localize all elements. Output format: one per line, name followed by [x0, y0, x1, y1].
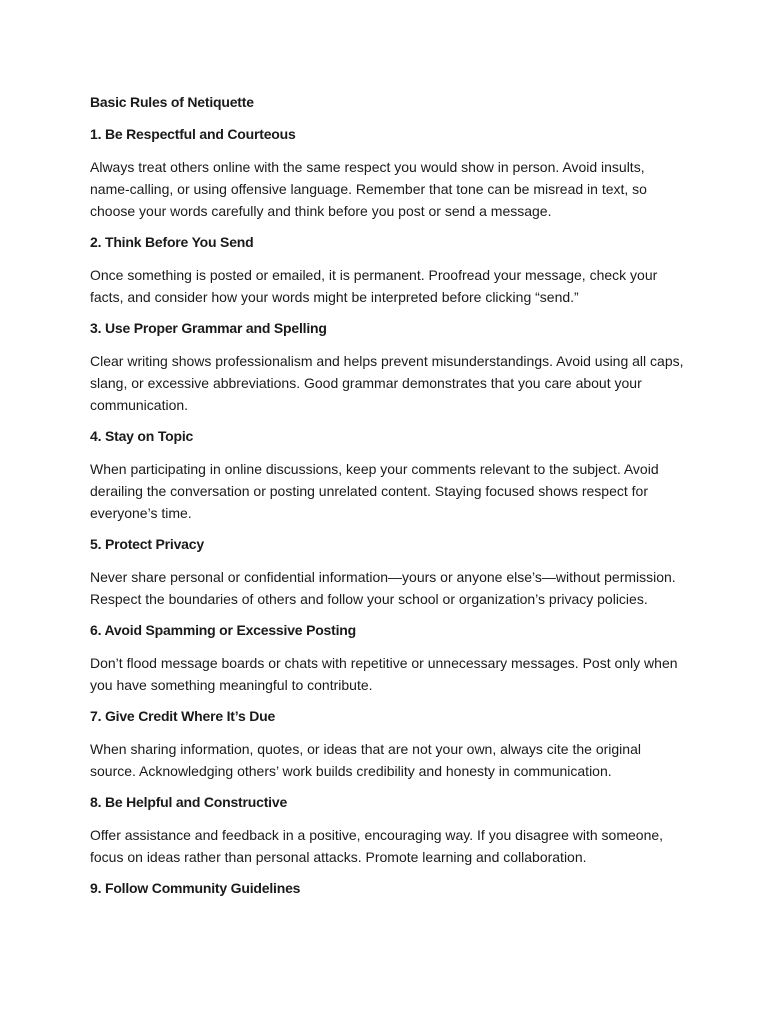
rule-body [90, 458, 690, 524]
rule-body-line: Once something is posted or emailed, it is permanent. Proofread your message, check your [90, 267, 658, 283]
rule-heading: 2. Think Before You Send [90, 234, 254, 250]
document-title: Basic Rules of Netiquette [90, 94, 254, 110]
rule-body [90, 566, 690, 610]
rule-body-line: When participating in online discussions, keep your comments relevant to the subject. Avoid [90, 461, 659, 477]
rule-section [90, 878, 690, 898]
rule-body-line: everyone’s time. [90, 505, 192, 521]
rule-heading: 1. Be Respectful and Courteous [90, 126, 296, 142]
document-page [90, 92, 690, 910]
rule-body-line: name-calling, or using offensive language. Remember that tone can be misread in text, so [90, 181, 647, 197]
rule-section [90, 620, 690, 696]
rule-section [90, 426, 690, 524]
rule-body-line: derailing the conversation or posting unrelated content. Staying focused shows respect for [90, 483, 648, 499]
rule-section [90, 792, 690, 868]
rule-section [90, 318, 690, 416]
rule-section [90, 232, 690, 308]
rule-heading: 9. Follow Community Guidelines [90, 880, 301, 896]
rule-heading: 6. Avoid Spamming or Excessive Posting [90, 622, 357, 638]
rules-list [90, 124, 690, 898]
rule-body-line: Respect the boundaries of others and follow your school or organization’s privacy policies. [90, 591, 648, 607]
rule-body-line: focus on ideas rather than personal attacks. Promote learning and collaboration. [90, 849, 587, 865]
rule-heading: 3. Use Proper Grammar and Spelling [90, 320, 327, 336]
rule-section [90, 124, 690, 222]
rule-heading: 4. Stay on Topic [90, 428, 194, 444]
rule-section [90, 706, 690, 782]
rule-body [90, 738, 690, 782]
rule-body-line: you have something meaningful to contribute. [90, 677, 373, 693]
rule-body-line: When sharing information, quotes, or ideas that are not your own, always cite the original [90, 741, 641, 757]
rule-body-line: Offer assistance and feedback in a positive, encouraging way. If you disagree with someone, [90, 827, 664, 843]
rule-heading: 8. Be Helpful and Constructive [90, 794, 288, 810]
rule-body [90, 264, 690, 308]
rule-body [90, 652, 690, 696]
rule-body-line: Never share personal or confidential information—yours or anyone else’s—without permission. [90, 569, 676, 585]
rule-section [90, 534, 690, 610]
rule-body-line: source. Acknowledging others’ work builds credibility and honesty in communication. [90, 763, 612, 779]
rule-body-line: Always treat others online with the same respect you would show in person. Avoid insults, [90, 159, 645, 175]
rule-body [90, 350, 690, 416]
rule-body [90, 156, 690, 222]
rule-heading: 5. Protect Privacy [90, 536, 204, 552]
rule-body-line: communication. [90, 397, 189, 413]
rule-heading: 7. Give Credit Where It’s Due [90, 708, 276, 724]
rule-body-line: Clear writing shows professionalism and helps prevent misunderstandings. Avoid using all caps, [90, 353, 684, 369]
rule-body-line: Don’t flood message boards or chats with repetitive or unnecessary messages. Post only when [90, 655, 678, 671]
rule-body-line: slang, or excessive abbreviations. Good grammar demonstrates that you care about your [90, 375, 642, 391]
rule-body-line: facts, and consider how your words might be interpreted before clicking “send.” [90, 289, 579, 305]
rule-body [90, 824, 690, 868]
rule-body-line: choose your words carefully and think before you post or send a message. [90, 203, 552, 219]
